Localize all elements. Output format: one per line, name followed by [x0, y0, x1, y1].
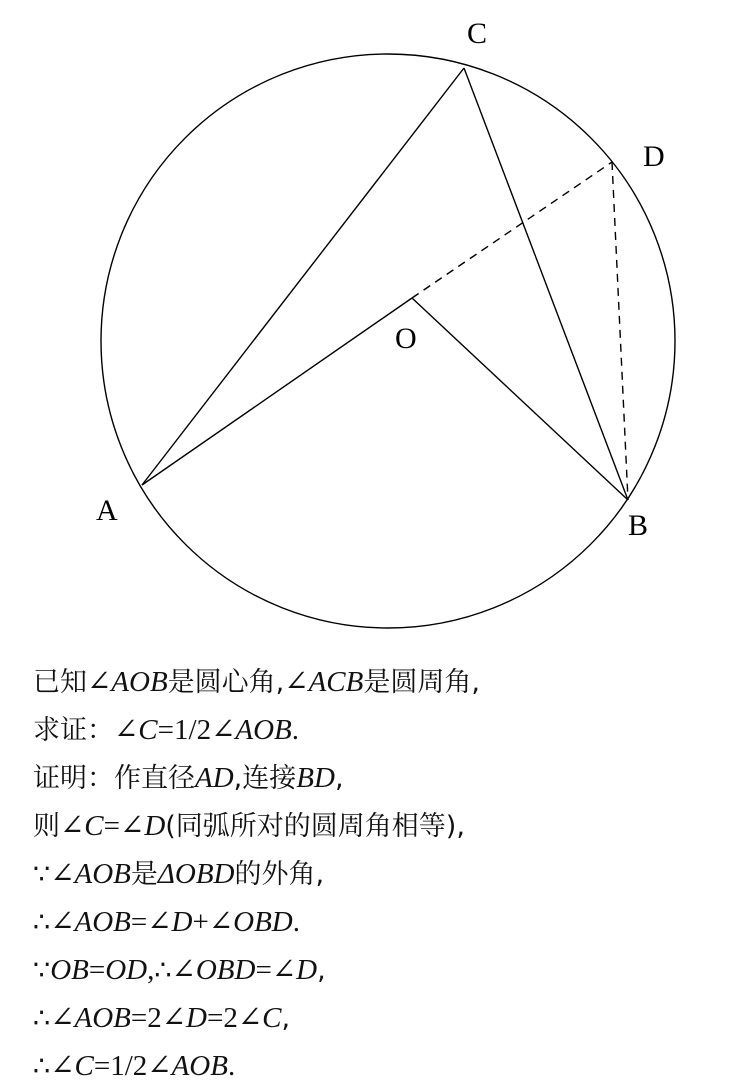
segment-ao [142, 298, 412, 485]
proof-line-step-4 [33, 946, 723, 994]
text: ∴ [33, 1051, 51, 1082]
math: ∠C [114, 714, 158, 746]
proof-line-given [33, 658, 723, 706]
proof-line-to-prove [33, 706, 723, 754]
math: ∠AOB [50, 1002, 131, 1034]
math: ∠C [50, 1050, 94, 1082]
math: =2 [206, 1002, 238, 1034]
proof-line-step-5 [33, 994, 723, 1042]
math: ∠AOB [87, 666, 168, 698]
point-label-a: A [96, 494, 118, 527]
math: =1/2 [157, 714, 212, 746]
proof-line-step-1 [33, 802, 723, 850]
proof-line-step-3 [33, 898, 723, 946]
math: ∠C [237, 1002, 282, 1034]
math: = [88, 954, 106, 986]
math: OB [50, 954, 89, 986]
text: . [227, 1050, 236, 1082]
segment-od-dashed [412, 162, 612, 298]
math: ∠AOB [211, 714, 292, 746]
text: ∴ [154, 955, 172, 986]
math: ∠D [161, 1002, 207, 1034]
point-label-o: O [395, 322, 417, 355]
text: 是圆心角, [167, 667, 285, 698]
point-label-d: D [643, 140, 665, 173]
text: ∴ [33, 907, 51, 938]
math: ∠D [271, 954, 318, 986]
math: =1/2 [93, 1050, 148, 1082]
segments [142, 68, 628, 500]
segment-ob [412, 298, 628, 500]
text: , [281, 1003, 291, 1034]
math: = [255, 954, 272, 986]
text: . [291, 714, 299, 746]
text: 求证： [33, 715, 114, 746]
math: =2 [130, 1002, 162, 1034]
point-label-b: B [628, 509, 649, 542]
text: , [334, 763, 344, 794]
text: . [292, 906, 300, 938]
text: , [147, 954, 155, 986]
text: 是 [130, 859, 158, 890]
math: = [103, 810, 121, 842]
text: ∴ [33, 1003, 51, 1034]
math: ∠ACB [284, 666, 364, 698]
text: 已知 [33, 667, 87, 698]
math: + [192, 906, 209, 938]
text: ,连接 [233, 763, 297, 794]
text: , [317, 955, 326, 986]
math: ∠AOB [50, 906, 131, 938]
math: ∠OBD [208, 906, 293, 938]
math: ∠C [60, 810, 104, 842]
proof-line-conclusion [33, 1042, 723, 1090]
text: 是圆周角, [363, 667, 480, 698]
segment-cb [464, 68, 628, 500]
segment-ac [142, 68, 464, 485]
circle-o [101, 54, 675, 628]
math: ∠D [120, 810, 166, 842]
math: ∠OBD [171, 954, 256, 986]
text: ∵ [33, 859, 51, 890]
text: 的外角, [234, 859, 325, 890]
math: = [130, 906, 148, 938]
math: ∠AOB [147, 1050, 228, 1082]
math: BD [296, 762, 335, 794]
math: ΔOBD [157, 858, 235, 890]
text: 则 [33, 811, 60, 842]
math: ∠AOB [50, 858, 131, 890]
math: OD [105, 954, 148, 986]
point-label-c: C [467, 17, 488, 50]
proof-line-step-2 [33, 850, 723, 898]
text: (同弧所对的圆周角相等), [165, 811, 465, 842]
segment-db-dashed [612, 162, 628, 500]
math: ∠D [147, 906, 193, 938]
proof-text [33, 658, 723, 1090]
text: ∵ [33, 955, 51, 986]
math: AD [195, 762, 234, 794]
text: 证明：作直径 [33, 763, 195, 794]
proof-line-construction [33, 754, 723, 802]
